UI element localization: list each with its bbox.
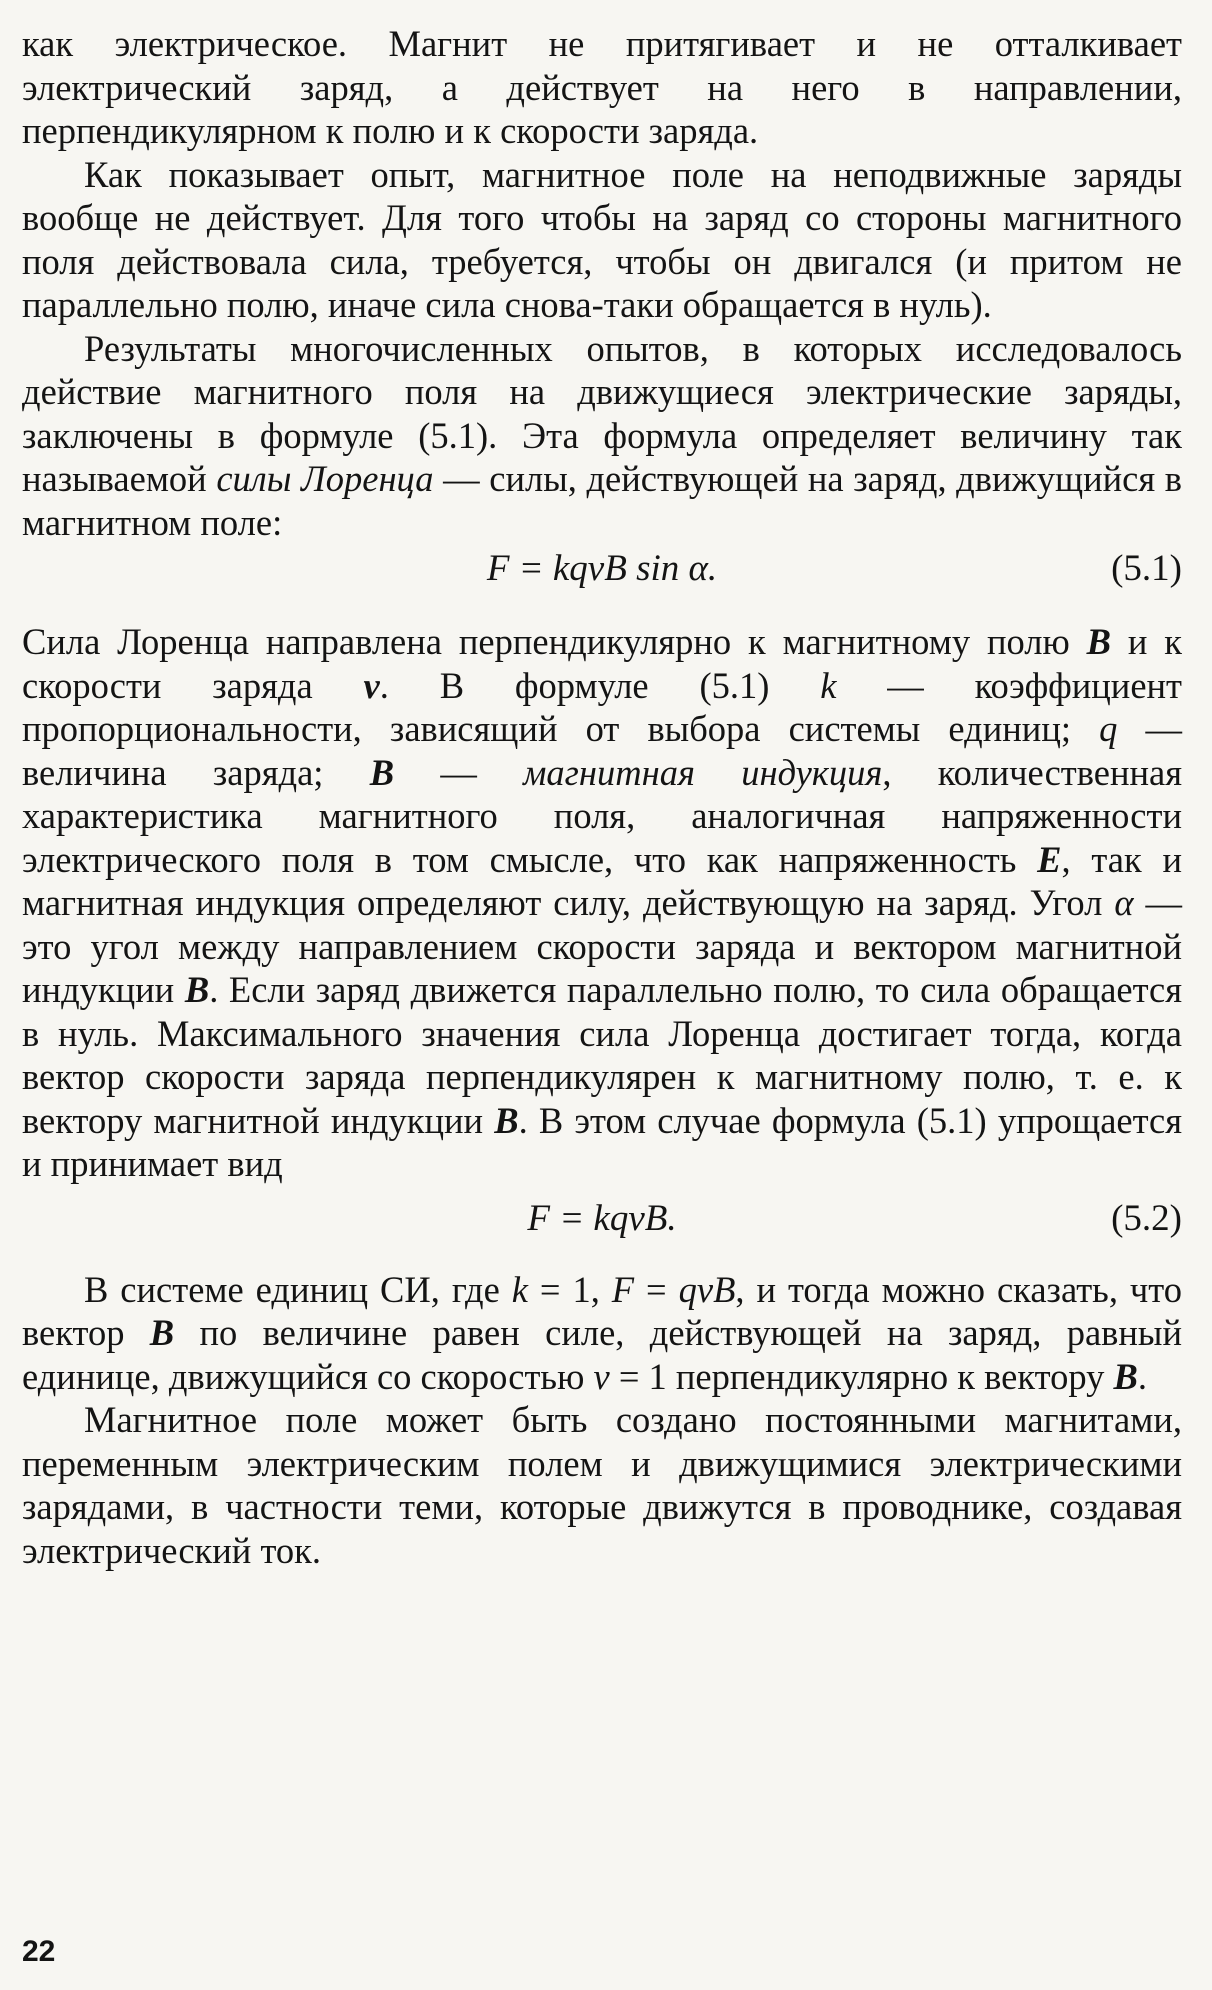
text-run: B: [369, 751, 395, 793]
text-run: F: [611, 1268, 635, 1310]
text-run: магнитная индукция: [523, 751, 883, 793]
text-run: B: [184, 969, 210, 1010]
formula-expression: F = kqvB sin α.: [486, 548, 718, 589]
text-run: k: [820, 664, 837, 706]
text-run: =: [634, 1268, 679, 1310]
text-run: В системе единиц СИ, где: [84, 1268, 512, 1310]
text-run: Результаты многочисленных опытов, в которых исследовалось действие магнитного поля на движущиеся электрические заряды, заключены в формуле (5.1). Эта формула определяет величину так называемой: [22, 327, 1182, 499]
text-run: k: [511, 1268, 528, 1310]
text-run: , так и магнитная индукция определяют силу, действующую на заряд. Угол: [22, 838, 1182, 923]
page-number: 22: [22, 1935, 56, 1968]
text-run: силы Лоренца: [216, 458, 434, 499]
formula-number: (5.2): [1111, 1197, 1182, 1239]
text-run: B: [494, 1099, 519, 1141]
text-run: E: [1037, 838, 1062, 880]
formula-expression: F = kqvB.: [527, 1197, 677, 1239]
text-run: . В этом случае формула (5.1) упрощается и принимает вид: [22, 1099, 1182, 1184]
text-run: = 1,: [527, 1268, 612, 1310]
formula-5-1: [22, 544, 1182, 594]
text-run: . В формуле (5.1): [379, 664, 821, 706]
text-run: и к скорости заряда: [22, 621, 1182, 706]
text-run: B: [1113, 1355, 1138, 1397]
paragraph-5: [22, 1268, 1182, 1399]
paragraph-6: [22, 1398, 1182, 1572]
text-run: — коэффициент пропорциональности, зависящий от выбора системы единиц;: [22, 664, 1182, 749]
text-run: — величина заряда;: [22, 708, 1182, 793]
text-run: qvB: [678, 1268, 736, 1310]
text-run: q: [1099, 708, 1118, 749]
text-run: Сила Лоренца направлена перпендикулярно к магнитному полю: [22, 621, 1087, 662]
paragraph-4: [22, 620, 1182, 1186]
text-run: , количественная характеристика магнитного поля, аналогичная напряженности электрического поля в том смысле, что как напряженность: [22, 751, 1183, 880]
text-run: B: [1086, 621, 1111, 662]
paragraph-1: [22, 22, 1182, 153]
text-run: — силы, действующей на заряд, движущийся в магнитном поле:: [22, 458, 1183, 543]
formula-5-2: [22, 1194, 1182, 1244]
text-run: по величине равен силе, действующей на заряд, равный единице, движущийся со скоростью: [22, 1312, 1182, 1397]
text-run: . Если заряд движется параллельно полю, то сила обращается в нуль. Максимального значения сила Лоренца достигает тогда, когда вектор скорости заряда перпендикулярен к магнитному полю, т. е. к вектору магнитной индукции: [22, 969, 1182, 1141]
text-run: как электрическое. Магнит не притягивает и не отталкивает электрический заряд, а действует на него в направлении, перпендикулярном к полю и к скорости заряда.: [22, 23, 1182, 151]
text-run: α: [1114, 882, 1134, 923]
text-run: — это угол между направлением скорости заряда и вектором магнитной индукции: [22, 882, 1182, 1010]
text-run: = 1 перпендикулярно к вектору: [609, 1355, 1114, 1397]
formula-number: (5.1): [1111, 548, 1182, 589]
text-run: B: [149, 1312, 175, 1353]
text-run: v: [363, 664, 380, 706]
text-run: , и тогда можно сказать, что вектор: [22, 1268, 1182, 1353]
text-run: .: [1137, 1355, 1147, 1397]
text-run: —: [394, 751, 524, 793]
page-body: [22, 22, 1182, 1572]
paragraph-3: [22, 327, 1182, 545]
text-run: Магнитное поле может быть создано постоянными магнитами, переменным электрическим полем и движущимися электрическими зарядами, в частности теми, которые движутся в проводнике, создавая электрический ток.: [22, 1399, 1182, 1571]
paragraph-2: [22, 153, 1182, 327]
text-run: v: [593, 1355, 610, 1397]
text-run: Как показывает опыт, магнитное поле на неподвижные заряды вообще не действует. Для того чтобы на заряд со стороны магнитного поля действовала сила, требуется, чтобы он двигался (и притом не параллельно полю, иначе сила снова-таки обращается в нуль).: [22, 153, 1182, 325]
